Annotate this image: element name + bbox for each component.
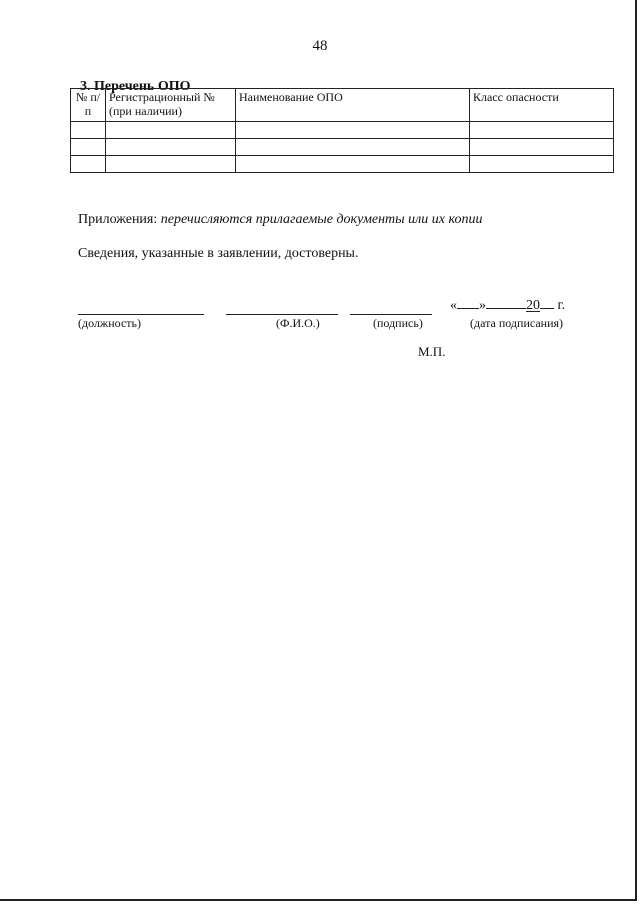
table-row <box>71 122 614 139</box>
page-number: 48 <box>312 38 328 54</box>
table-cell <box>236 139 470 156</box>
table-cell <box>470 139 614 156</box>
table-cell <box>71 139 106 156</box>
month-blank <box>486 295 526 309</box>
section-heading: 3. Перечень ОПО <box>80 79 191 94</box>
name-caption: (Ф.И.О.) <box>276 316 320 330</box>
attachments-text: перечисляются прилагаемые документы или их копии <box>160 212 483 227</box>
table-cell <box>106 139 236 156</box>
date-caption: (дата подписания) <box>470 316 564 330</box>
date-close-quote: » <box>479 298 486 313</box>
table-cell <box>71 122 106 139</box>
name-line <box>226 314 338 315</box>
table-cell <box>106 122 236 139</box>
table-cell <box>236 156 470 173</box>
signature-line <box>350 314 432 315</box>
header-reg-number: Регистрационный № (при наличии) <box>106 89 236 122</box>
table-row <box>71 139 614 156</box>
year-suffix: г. <box>557 298 566 313</box>
attachments-line <box>78 212 482 228</box>
table-cell <box>236 122 470 139</box>
opo-table <box>70 88 614 173</box>
position-line <box>78 314 204 315</box>
table-row <box>71 156 614 173</box>
table-cell <box>470 122 614 139</box>
header-hazard-class: Класс опасности <box>470 89 614 122</box>
date-open-quote: « <box>450 298 457 313</box>
date-field <box>450 295 565 314</box>
table-cell <box>71 156 106 173</box>
confirmation-statement: Сведения, указанные в заявлении, достоверны. <box>78 246 359 261</box>
header-number: № п/п <box>71 89 106 122</box>
year-prefix: 20 <box>526 298 540 313</box>
signature-caption: (подпись) <box>373 316 423 330</box>
table-cell <box>106 156 236 173</box>
table-header-row <box>71 89 614 122</box>
header-opo-name: Наименование ОПО <box>236 89 470 122</box>
stamp-placeholder: М.П. <box>418 344 446 359</box>
year-blank <box>540 295 554 309</box>
day-blank <box>457 295 479 309</box>
table-cell <box>470 156 614 173</box>
attachments-label: Приложения: <box>78 212 158 227</box>
position-caption: (должность) <box>78 316 141 330</box>
